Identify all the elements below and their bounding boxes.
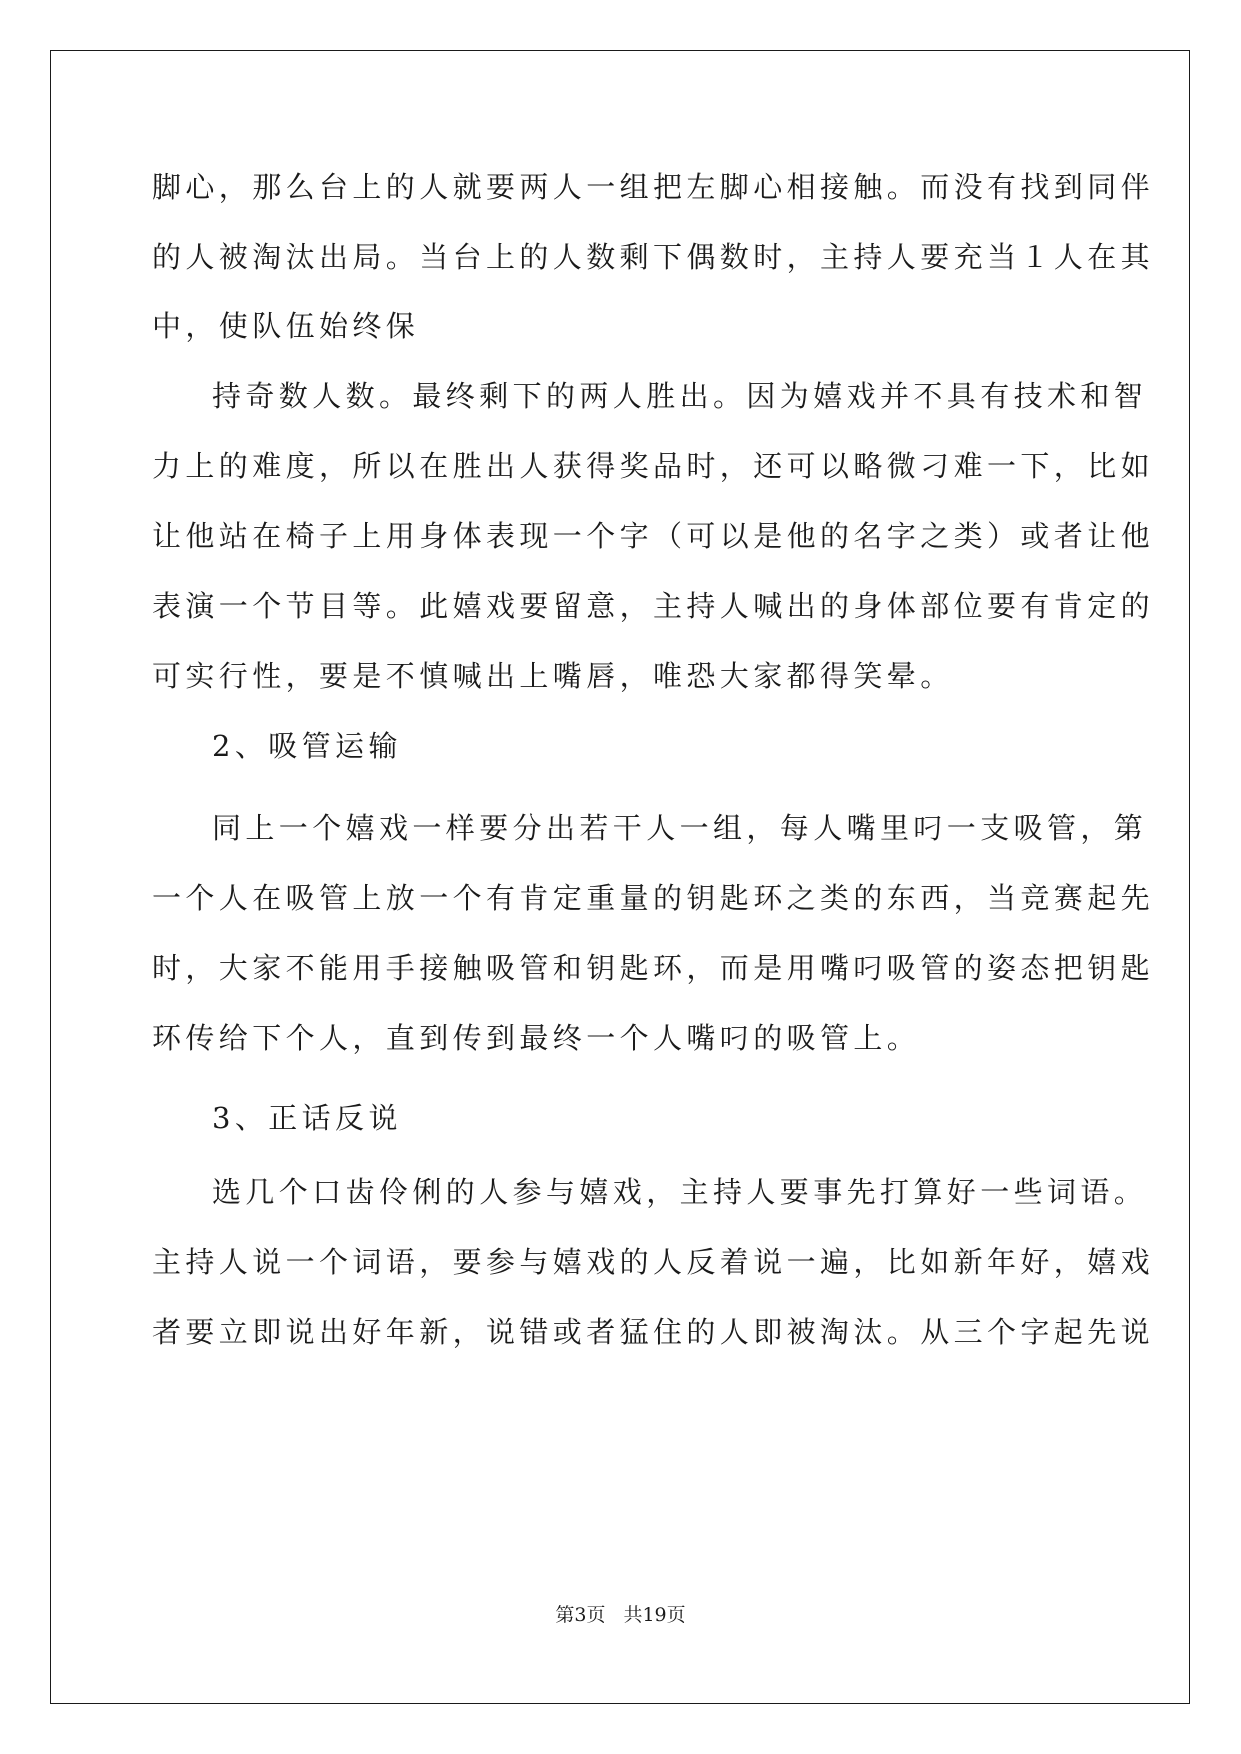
body-line-5: 力上的难度，所以在胜出人获得奖品时，还可以略微刁难一下，比如 [152, 449, 1155, 483]
body-line-11: 时，大家不能用手接触吸管和钥匙环，而是用嘴叼吸管的姿态把钥匙 [152, 951, 1155, 985]
page-border [50, 50, 1190, 1704]
page-number: 第3页 [555, 1604, 606, 1626]
body-line-2: 的人被淘汰出局。当台上的人数剩下偶数时，主持人要充当１人在其 [152, 240, 1155, 274]
body-line-8: 可实行性，要是不慎喊出上嘴唇，唯恐大家都得笑晕。 [152, 659, 954, 693]
body-line-14: 主持人说一个词语，要参与嬉戏的人反着说一遍，比如新年好，嬉戏 [152, 1245, 1155, 1279]
body-line-1: 脚心，那么台上的人就要两人一组把左脚心相接触。而没有找到同伴 [152, 170, 1155, 204]
body-line-15: 者要立即说出好年新，说错或者猛住的人即被淘汰。从三个字起先说 [152, 1315, 1155, 1349]
body-line-13: 选几个口齿伶俐的人参与嬉戏，主持人要事先打算好一些词语。 [212, 1175, 1148, 1209]
body-line-6: 让他站在椅子上用身体表现一个字（可以是他的名字之类）或者让他 [152, 519, 1155, 553]
page-total: 共19页 [623, 1604, 686, 1626]
body-line-3: 中，使队伍始终保 [152, 309, 420, 343]
body-line-12: 环传给下个人，直到传到最终一个人嘴叼的吸管上。 [152, 1021, 921, 1055]
body-line-4: 持奇数人数。最终剩下的两人胜出。因为嬉戏并不具有技术和智 [212, 379, 1148, 413]
body-line-7: 表演一个节目等。此嬉戏要留意，主持人喊出的身体部位要有肯定的 [152, 589, 1155, 623]
page-footer [0, 1603, 1241, 1627]
section-heading-3: 3、正话反说 [212, 1101, 402, 1135]
section-heading-2: 2、吸管运输 [212, 729, 402, 763]
body-line-10: 一个人在吸管上放一个有肯定重量的钥匙环之类的东西，当竞赛起先 [152, 881, 1155, 915]
body-line-9: 同上一个嬉戏一样要分出若干人一组，每人嘴里叼一支吸管，第 [212, 811, 1148, 845]
